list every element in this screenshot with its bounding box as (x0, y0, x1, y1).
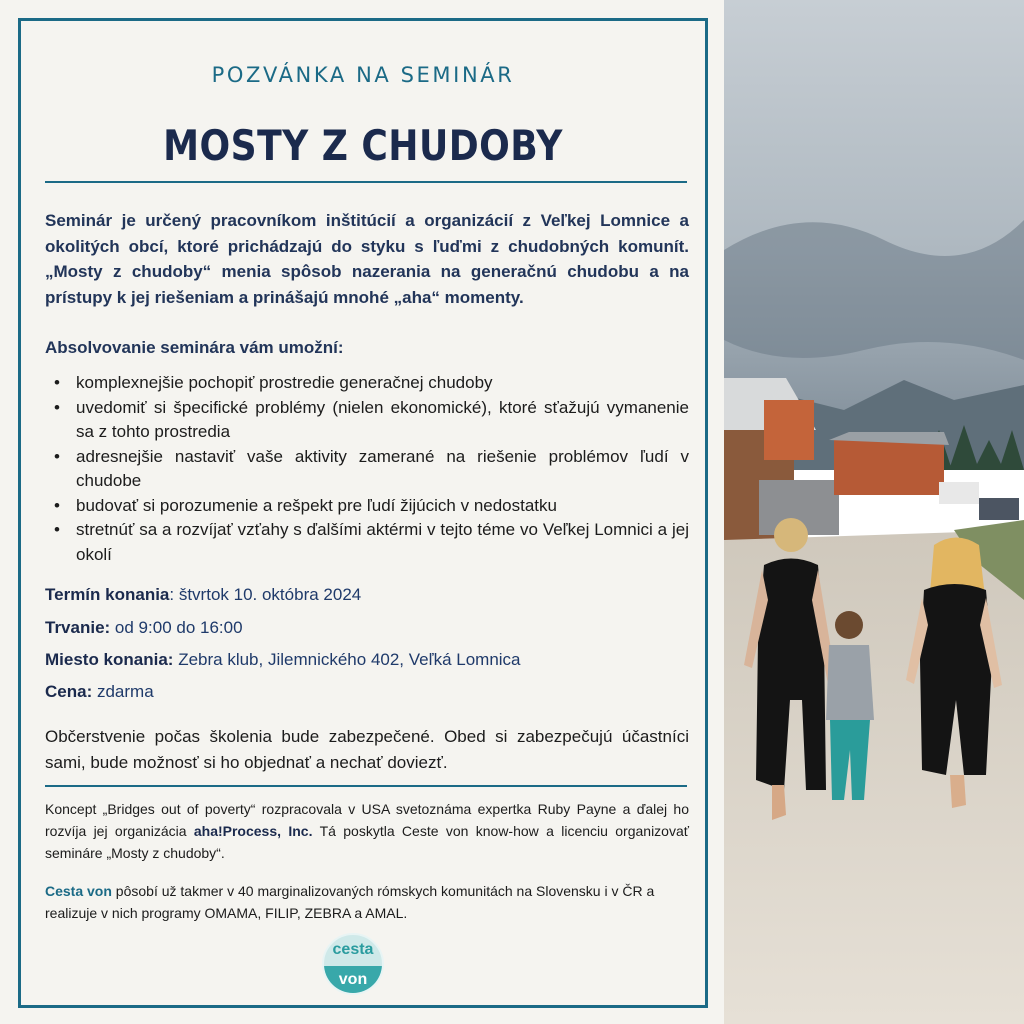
logo-text-bottom: von (324, 966, 382, 995)
date-label: Termín konania (45, 585, 170, 604)
logo-text-top: cesta (332, 941, 374, 958)
date-row (45, 585, 689, 605)
cesta-von-logo (322, 933, 384, 995)
benefits-list (45, 371, 689, 567)
duration-row (45, 618, 689, 638)
duration-label: Trvanie: (45, 618, 111, 637)
about-text: pôsobí už takmer v 40 marginalizovaných rómskych komunitách na Slovensku i v ČR a realizuje v nich programy OMAMA, FILIP, ZEBRA a AMAL. (45, 883, 655, 921)
place-value: Zebra klub, Jilemnického 402, Veľká Lomnica (173, 650, 521, 669)
list-item: • stretnúť sa a rozvíjať vzťahy s ďalšími aktérmi v tejto téme vo Veľkej Lomnici a jej okolí (45, 518, 689, 567)
about-name: Cesta von (45, 883, 112, 899)
list-item: • komplexnejšie pochopiť prostredie generačnej chudoby (45, 371, 689, 396)
place-row (45, 650, 689, 670)
list-item: • uvedomiť si špecifické problémy (nielen ekonomické), ktoré sťažujú vymanenie sa z tohto prostredia (45, 396, 689, 445)
van (939, 482, 979, 504)
list-item: • budovať si porozumenie a rešpekt pre ľudí žijúcich v nedostatku (45, 494, 689, 519)
house-brick (764, 400, 814, 460)
price-label: Cena: (45, 682, 93, 701)
concept-paragraph (45, 798, 689, 864)
divider-bottom (45, 785, 687, 787)
benefits-heading: Absolvovanie seminára vám umožní: (45, 338, 344, 357)
invitation-kicker: POZVÁNKA NA SEMINÁR (211, 63, 515, 87)
about-paragraph (45, 880, 689, 924)
photo-illustration (724, 0, 1024, 1024)
flyer-frame (18, 18, 708, 1008)
seminar-title: MOSTY Z CHUDOBY (163, 121, 563, 170)
concept-text-2: Tá poskytla Ceste von know-how a licenciu organizovať semináre „Mosty z chudoby“. (45, 823, 690, 861)
intro-paragraph: Seminár je určený pracovníkom inštitúcií a organizácií z Veľkej Lomnice a okolitých obcí, ktoré prichádzajú do styku s ľuďmi z chudobných komunít. „Mosty z chudoby“ menia spôsob nazerania na generačnú chudobu a na prístupy k jej riešeniam a prinášajú mnohé „aha“ momenty. (45, 211, 689, 307)
date-value: : štvrtok 10. októbra 2024 (169, 585, 362, 604)
duration-value: od 9:00 do 16:00 (110, 618, 243, 637)
photo-people-walking (724, 0, 1024, 1024)
divider-top (45, 181, 687, 183)
car (979, 498, 1019, 520)
price-value: zdarma (92, 682, 154, 701)
house-mid (834, 440, 944, 495)
price-row (45, 682, 689, 702)
refreshments-paragraph: Občerstvenie počas školenia bude zabezpečené. Obed si zabezpečujú účastníci sami, bude možnosť si ho objednať a nechať doviezť. (45, 727, 689, 772)
list-item: • adresnejšie nastaviť vaše aktivity zamerané na riešenie problémov ľudí v chudobe (45, 445, 689, 494)
organization-name: aha!Process, Inc. (193, 823, 313, 839)
concept-text-1: Koncept „Bridges out of poverty“ rozpracovala v USA svetoznáma expertka Ruby Payne a ďalej ho rozvíja jej organizácia (45, 801, 689, 839)
place-label: Miesto konania: (45, 650, 174, 669)
